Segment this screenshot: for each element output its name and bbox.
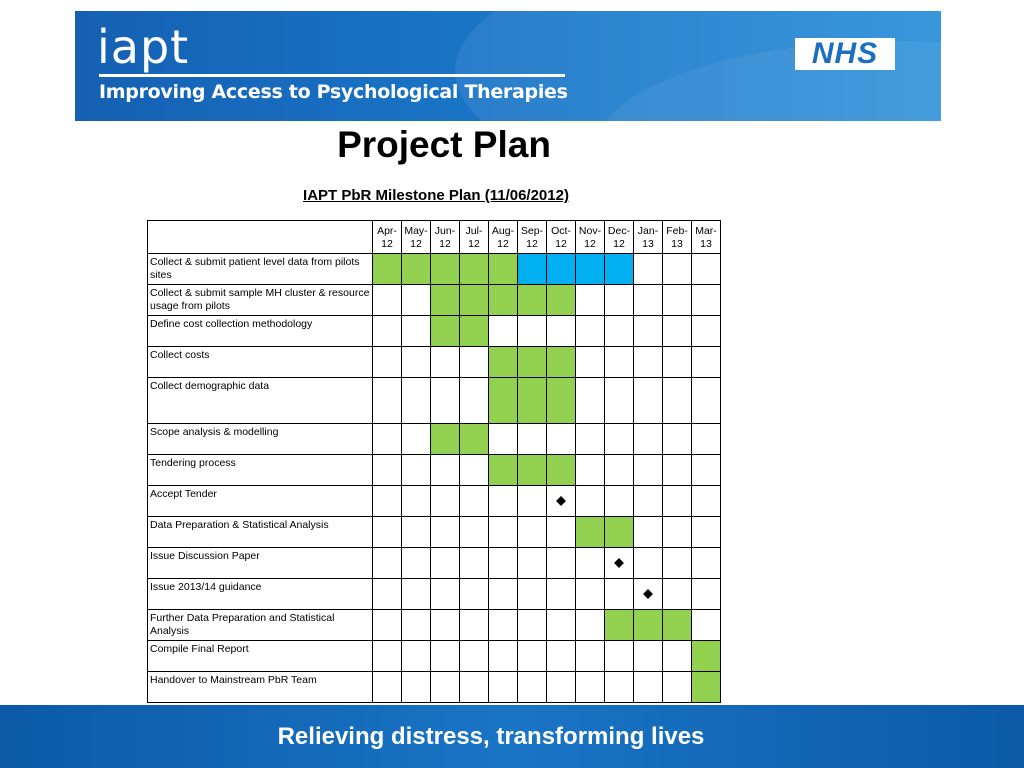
year-label: 12: [526, 238, 538, 250]
empty-month-cell: [489, 424, 518, 455]
task-name: Data Preparation & Statistical Analysis: [148, 517, 373, 548]
empty-month-cell: [402, 672, 431, 703]
empty-month-cell: [402, 285, 431, 316]
gantt-bar-green: [605, 610, 634, 641]
gantt-bar-green: [460, 285, 489, 316]
empty-month-cell: [692, 455, 721, 486]
empty-month-cell: [692, 610, 721, 641]
task-name: Collect costs: [148, 347, 373, 378]
empty-month-cell: [373, 424, 402, 455]
empty-month-cell: [373, 610, 402, 641]
year-label: 12: [381, 238, 393, 250]
month-label: Nov-: [578, 225, 602, 237]
empty-month-cell: [663, 579, 692, 610]
month-header-cell: [605, 221, 634, 254]
task-name: Collect & submit patient level data from pilots sites: [148, 254, 373, 285]
gantt-bar-green: [431, 424, 460, 455]
empty-month-cell: [518, 579, 547, 610]
empty-month-cell: [489, 672, 518, 703]
table-row: [148, 672, 721, 703]
empty-month-cell: [431, 486, 460, 517]
gantt-bar-green: [518, 285, 547, 316]
empty-month-cell: [663, 455, 692, 486]
gantt-bar-green: [431, 254, 460, 285]
empty-month-cell: [605, 347, 634, 378]
table-row: [148, 610, 721, 641]
empty-month-cell: [402, 378, 431, 424]
table-row: [148, 548, 721, 579]
empty-month-cell: [547, 517, 576, 548]
month-header-cell: [547, 221, 576, 254]
empty-month-cell: [431, 347, 460, 378]
gantt-bar-green: [489, 378, 518, 424]
empty-month-cell: [576, 610, 605, 641]
empty-month-cell: [692, 347, 721, 378]
empty-month-cell: [373, 378, 402, 424]
month-label: Sep-: [520, 225, 544, 237]
task-name: Tendering process: [148, 455, 373, 486]
empty-month-cell: [460, 548, 489, 579]
task-name: Collect demographic data: [148, 378, 373, 424]
month-label: Oct-: [551, 225, 571, 237]
milestone-diamond-icon: [556, 496, 566, 506]
empty-month-cell: [605, 424, 634, 455]
year-label: 13: [700, 238, 712, 250]
empty-month-cell: [576, 285, 605, 316]
table-row: [148, 254, 721, 285]
milestone-diamond-icon: [643, 589, 653, 599]
empty-month-cell: [692, 579, 721, 610]
milestone-cell: [547, 486, 576, 517]
empty-month-cell: [576, 455, 605, 486]
empty-month-cell: [460, 486, 489, 517]
empty-month-cell: [547, 548, 576, 579]
empty-month-cell: [692, 486, 721, 517]
gantt-bar-green: [518, 455, 547, 486]
empty-month-cell: [402, 548, 431, 579]
empty-month-cell: [431, 548, 460, 579]
gantt-bar-blue: [547, 254, 576, 285]
empty-month-cell: [402, 610, 431, 641]
empty-month-cell: [634, 424, 663, 455]
iapt-logo-underline: [99, 74, 565, 77]
task-name: Collect & submit sample MH cluster & resource usage from pilots: [148, 285, 373, 316]
empty-month-cell: [373, 579, 402, 610]
empty-month-cell: [576, 347, 605, 378]
empty-month-cell: [460, 378, 489, 424]
year-label: 12: [468, 238, 480, 250]
empty-month-cell: [605, 316, 634, 347]
gantt-bar-green: [402, 254, 431, 285]
empty-month-cell: [518, 610, 547, 641]
month-header-cell: [460, 221, 489, 254]
month-header-cell: [634, 221, 663, 254]
month-label: Mar-: [695, 225, 717, 237]
task-name: Issue 2013/14 guidance: [148, 579, 373, 610]
empty-month-cell: [402, 424, 431, 455]
empty-month-cell: [402, 455, 431, 486]
empty-month-cell: [489, 316, 518, 347]
empty-month-cell: [692, 378, 721, 424]
gantt-bar-green: [460, 316, 489, 347]
empty-month-cell: [402, 316, 431, 347]
empty-month-cell: [634, 548, 663, 579]
empty-month-cell: [663, 548, 692, 579]
year-label: 12: [613, 238, 625, 250]
gantt-bar-green: [518, 347, 547, 378]
empty-month-cell: [431, 610, 460, 641]
task-name: Define cost collection methodology: [148, 316, 373, 347]
task-column-header: [148, 221, 373, 254]
empty-month-cell: [460, 455, 489, 486]
empty-month-cell: [605, 672, 634, 703]
empty-month-cell: [431, 378, 460, 424]
empty-month-cell: [518, 316, 547, 347]
empty-month-cell: [663, 672, 692, 703]
year-label: 12: [410, 238, 422, 250]
empty-month-cell: [605, 378, 634, 424]
empty-month-cell: [489, 641, 518, 672]
empty-month-cell: [402, 486, 431, 517]
empty-month-cell: [634, 316, 663, 347]
year-label: 12: [497, 238, 509, 250]
empty-month-cell: [518, 424, 547, 455]
iapt-logo-tagline: Improving Access to Psychological Therapies: [99, 81, 568, 103]
iapt-logo-word: iapt: [97, 20, 190, 74]
empty-month-cell: [460, 517, 489, 548]
month-header-cell: [489, 221, 518, 254]
empty-month-cell: [547, 672, 576, 703]
table-row: [148, 517, 721, 548]
month-label: Apr-: [377, 225, 397, 237]
month-label: Jun-: [434, 225, 456, 237]
empty-month-cell: [489, 486, 518, 517]
gantt-bar-green: [431, 316, 460, 347]
gantt-bar-green: [692, 641, 721, 672]
empty-month-cell: [373, 285, 402, 316]
empty-month-cell: [605, 486, 634, 517]
gantt-bar-green: [692, 672, 721, 703]
empty-month-cell: [402, 579, 431, 610]
gantt-bar-green: [518, 378, 547, 424]
empty-month-cell: [373, 486, 402, 517]
gantt-bar-green: [547, 378, 576, 424]
empty-month-cell: [431, 455, 460, 486]
empty-month-cell: [518, 486, 547, 517]
empty-month-cell: [373, 672, 402, 703]
page-subtitle: IAPT PbR Milestone Plan (11/06/2012): [303, 187, 569, 204]
month-label: May-: [404, 225, 428, 237]
empty-month-cell: [692, 254, 721, 285]
month-label: Jan-: [637, 225, 659, 237]
empty-month-cell: [460, 579, 489, 610]
empty-month-cell: [692, 517, 721, 548]
empty-month-cell: [460, 610, 489, 641]
table-row: [148, 347, 721, 378]
empty-month-cell: [663, 285, 692, 316]
table-row: [148, 455, 721, 486]
empty-month-cell: [402, 517, 431, 548]
empty-month-cell: [460, 641, 489, 672]
gantt-bar-green: [634, 610, 663, 641]
year-label: 12: [584, 238, 596, 250]
empty-month-cell: [431, 517, 460, 548]
year-label: 12: [439, 238, 451, 250]
page-title: Project Plan: [337, 124, 551, 165]
empty-month-cell: [460, 347, 489, 378]
gantt-bar-blue: [576, 254, 605, 285]
empty-month-cell: [547, 316, 576, 347]
empty-month-cell: [402, 641, 431, 672]
empty-month-cell: [576, 316, 605, 347]
empty-month-cell: [431, 672, 460, 703]
table-row: [148, 641, 721, 672]
milestone-cell: [634, 579, 663, 610]
empty-month-cell: [663, 641, 692, 672]
gantt-bar-green: [460, 254, 489, 285]
gantt-bar-green: [431, 285, 460, 316]
empty-month-cell: [605, 285, 634, 316]
gantt-bar-green: [489, 254, 518, 285]
month-label: Aug-: [491, 225, 515, 237]
empty-month-cell: [518, 548, 547, 579]
empty-month-cell: [547, 641, 576, 672]
empty-month-cell: [576, 486, 605, 517]
empty-month-cell: [634, 378, 663, 424]
year-label: 12: [555, 238, 567, 250]
month-header-cell: [373, 221, 402, 254]
empty-month-cell: [489, 548, 518, 579]
month-header-cell: [431, 221, 460, 254]
milestone-diamond-icon: [614, 558, 624, 568]
empty-month-cell: [489, 579, 518, 610]
task-name: Further Data Preparation and Statistical Analysis: [148, 610, 373, 641]
milestone-cell: [605, 548, 634, 579]
empty-month-cell: [518, 672, 547, 703]
empty-month-cell: [576, 672, 605, 703]
year-label: 13: [671, 238, 683, 250]
empty-month-cell: [547, 579, 576, 610]
gantt-bar-green: [605, 517, 634, 548]
table-row: [148, 285, 721, 316]
gantt-bar-green: [547, 455, 576, 486]
empty-month-cell: [402, 347, 431, 378]
empty-month-cell: [692, 316, 721, 347]
empty-month-cell: [663, 378, 692, 424]
month-header-cell: [692, 221, 721, 254]
empty-month-cell: [634, 672, 663, 703]
footer-tagline: Relieving distress, transforming lives: [277, 723, 705, 750]
month-header-cell: [402, 221, 431, 254]
month-header-row: [148, 221, 721, 254]
empty-month-cell: [489, 517, 518, 548]
empty-month-cell: [460, 672, 489, 703]
empty-month-cell: [663, 347, 692, 378]
year-label: 13: [642, 238, 654, 250]
gantt-bar-green: [547, 347, 576, 378]
gantt-bar-green: [489, 347, 518, 378]
empty-month-cell: [605, 455, 634, 486]
milestone-table: [147, 220, 721, 703]
table-row: [148, 378, 721, 424]
task-name: Accept Tender: [148, 486, 373, 517]
header-banner: [75, 11, 941, 121]
month-header-cell: [518, 221, 547, 254]
month-label: Dec-: [607, 225, 631, 237]
task-name: Compile Final Report: [148, 641, 373, 672]
empty-month-cell: [634, 641, 663, 672]
empty-month-cell: [634, 254, 663, 285]
nhs-logo: NHS: [795, 38, 895, 70]
empty-month-cell: [373, 641, 402, 672]
empty-month-cell: [431, 579, 460, 610]
empty-month-cell: [431, 641, 460, 672]
month-label: Jul-: [465, 225, 483, 237]
month-label: Feb-: [666, 225, 688, 237]
table-row: [148, 486, 721, 517]
empty-month-cell: [576, 579, 605, 610]
gantt-bar-green: [576, 517, 605, 548]
gantt-bar-green: [489, 285, 518, 316]
empty-month-cell: [634, 486, 663, 517]
table-row: [148, 424, 721, 455]
empty-month-cell: [373, 548, 402, 579]
empty-month-cell: [547, 610, 576, 641]
empty-month-cell: [634, 455, 663, 486]
empty-month-cell: [373, 347, 402, 378]
empty-month-cell: [663, 254, 692, 285]
empty-month-cell: [605, 579, 634, 610]
empty-month-cell: [489, 610, 518, 641]
empty-month-cell: [576, 378, 605, 424]
empty-month-cell: [576, 641, 605, 672]
empty-month-cell: [576, 548, 605, 579]
empty-month-cell: [605, 641, 634, 672]
table-row: [148, 316, 721, 347]
empty-month-cell: [547, 424, 576, 455]
empty-month-cell: [373, 517, 402, 548]
empty-month-cell: [373, 455, 402, 486]
empty-month-cell: [518, 641, 547, 672]
gantt-bar-blue: [518, 254, 547, 285]
task-name: Issue Discussion Paper: [148, 548, 373, 579]
empty-month-cell: [373, 316, 402, 347]
gantt-bar-green: [460, 424, 489, 455]
empty-month-cell: [518, 517, 547, 548]
gantt-bar-blue: [605, 254, 634, 285]
empty-month-cell: [692, 548, 721, 579]
gantt-bar-green: [547, 285, 576, 316]
month-header-cell: [576, 221, 605, 254]
empty-month-cell: [634, 347, 663, 378]
empty-month-cell: [634, 285, 663, 316]
gantt-bar-green: [373, 254, 402, 285]
gantt-bar-green: [489, 455, 518, 486]
empty-month-cell: [663, 424, 692, 455]
empty-month-cell: [692, 285, 721, 316]
empty-month-cell: [634, 517, 663, 548]
empty-month-cell: [663, 316, 692, 347]
table-row: [148, 579, 721, 610]
footer-banner: [0, 705, 1024, 768]
task-name: Scope analysis & modelling: [148, 424, 373, 455]
month-header-cell: [663, 221, 692, 254]
empty-month-cell: [663, 517, 692, 548]
empty-month-cell: [663, 486, 692, 517]
task-name: Handover to Mainstream PbR Team: [148, 672, 373, 703]
gantt-bar-green: [663, 610, 692, 641]
empty-month-cell: [576, 424, 605, 455]
empty-month-cell: [692, 424, 721, 455]
